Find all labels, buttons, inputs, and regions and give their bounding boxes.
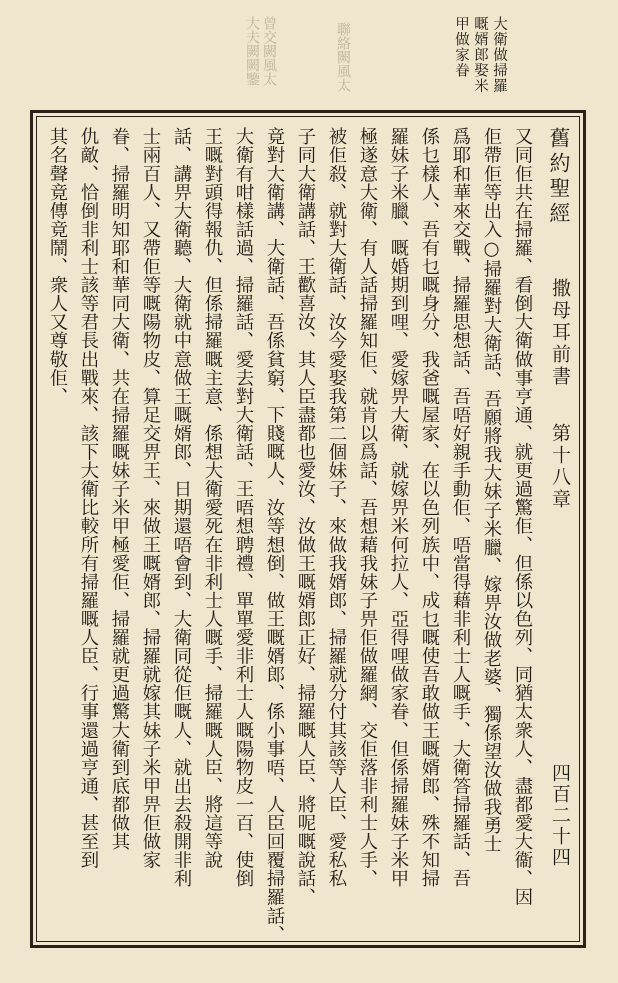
text-column: 羅妹子米臘、嘅婚期到哩、愛嫁畀大衛、就嫁畀米何拉人、亞得哩做家眷、但係掃羅妹子米甲 xyxy=(388,127,409,888)
show-through-text: 聯絡闕風太 xyxy=(335,22,351,92)
text-column: 又同佢共在掃羅、看倒大衛做事亨通、就更過驚佢、但係以色列、同猶太衆人、盡都愛大衞、因 xyxy=(512,127,533,907)
text-column: 被佢殺、就對大衛話、汝今愛娶我第二個妹子、來做我婿郎、掃羅就分付其該等人臣、愛私私 xyxy=(326,127,347,888)
text-column: 仇敵、恰倒非利士該等君長出戰來、該下大衛比較所有掃羅嘅人臣、行事還過亨通、甚至到 xyxy=(78,127,99,869)
margin-note-line: 大衛做掃羅 xyxy=(491,16,507,94)
text-column: 眷、掃羅明知耶和華同大衛、共在掃羅嘅妹子米甲極愛佢、掃羅就更過驚大衛到底都做其 xyxy=(109,127,130,851)
text-column: 王嘅對頭得報仇、但係掃羅嘅主意、係想大衛愛死在非利士人嘅手、掃羅嘅人臣、將這等說 xyxy=(202,127,223,869)
text-column: 極遂意大衛、有人話掃羅知佢、就肯以爲話、吾想藉我妹子畀佢做羅網、交佢落非利士人手、 xyxy=(357,127,378,888)
chapter-number: 第十八章 xyxy=(549,423,571,511)
text-column: 爲耶和華來交戰、掃羅思想話、吾唔好親手動佢、唔當得藉非利士人嘅手、大衛答掃羅話、吾 xyxy=(450,127,471,888)
margin-note-line: 甲做家眷 xyxy=(453,16,469,78)
text-column: 其名聲竟傳竟鬧、衆人又尊敬佢、 xyxy=(47,127,68,406)
text-column: 士兩百人、又帶佢等嘅陽物皮、算足交畀王、來做王嘅婿郎、掃羅就嫁其妹子米甲畀佢做家 xyxy=(140,127,161,869)
show-through-text: 大夫闕闕鑒 xyxy=(244,16,260,86)
show-through-text: 曾交闕風太 xyxy=(261,16,277,86)
text-column: 大衛有咁樣話過、掃羅話、愛去對大衛話、王唔想聘禮、單單愛非利士人嘅陽物皮一百、使倒 xyxy=(233,127,254,888)
page-frame xyxy=(30,110,586,948)
book-name: 撒母耳前書 xyxy=(549,278,571,388)
margin-note-line: 嘅婿郎娶米 xyxy=(472,16,488,94)
text-column: 佢帶佢等出入○掃羅對大衛話、吾願將我大妹子米臘、嫁畀汝做老婆、獨係望汝做我勇士 xyxy=(481,127,502,854)
text-column: 係乜樣人、吾有乜嘅身分、我爸嘅屋家、在以色列族中、成乜嘅使吾敢做王嘅婿郎、殊不知掃 xyxy=(419,127,440,888)
text-column: 竟對大衛講、大衛話、吾係貧窮、下賤嘅人、汝等想倒、做王嘅婿郎、係小事唔、人臣回覆掃羅話、 xyxy=(264,127,285,944)
text-column: 話、講畀大衛聽、大衛就中意做王嘅婿郎、日期還唔會到、大衛同從佢嘅人、就出去殺開非利 xyxy=(171,127,192,888)
scripture-title: 舊約聖經 xyxy=(547,127,571,227)
page-number: 四百二十四 xyxy=(549,763,571,868)
text-column: 子同大衛講話、王歡喜汝、其人臣盡都也愛汝、汝做王嘅婿郎正好、掃羅嘅人臣、將呢嘅說話、 xyxy=(295,127,316,907)
